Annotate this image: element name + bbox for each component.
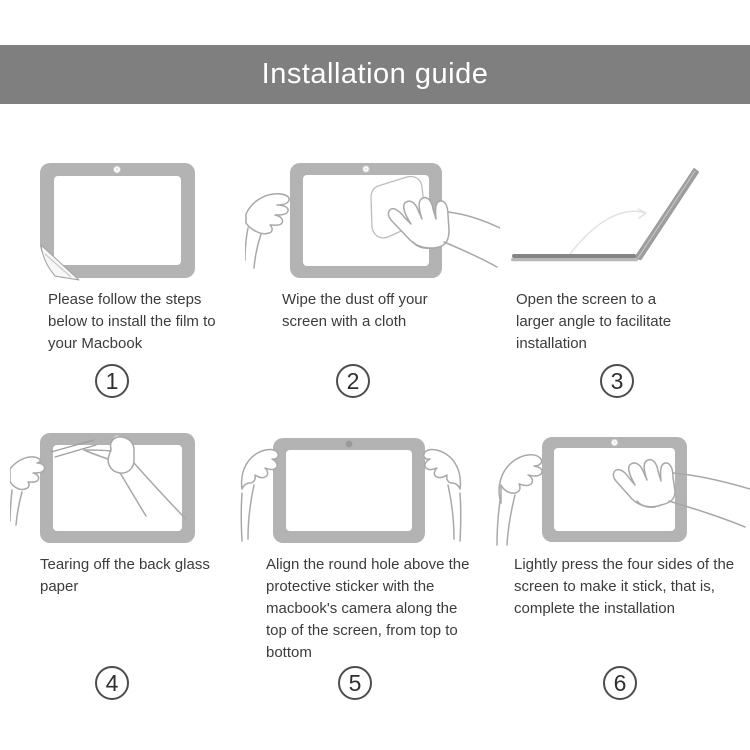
- laptop-base: [512, 254, 636, 258]
- step4-caption: Tearing off the back glass paper: [40, 556, 210, 595]
- step2-wipe-screen-illustration: [245, 150, 500, 286]
- step5-align-film-illustration: [240, 415, 495, 557]
- step2-caption: Wipe the dust off your screen with a cloth: [282, 291, 428, 330]
- step4-number-badge: 4: [95, 666, 129, 700]
- right-hand-holding-corner: [424, 450, 461, 541]
- left-hand-holding-corner: [241, 450, 278, 541]
- banner: [0, 45, 750, 104]
- left-hand: [10, 457, 45, 525]
- camera-hole: [346, 441, 353, 448]
- step1-film-peel-illustration: [30, 150, 245, 286]
- step6-number-badge: 6: [603, 666, 637, 700]
- step5-number-badge: 5: [338, 666, 372, 700]
- screen-area: [286, 450, 412, 531]
- step2-number-badge: 2: [336, 364, 370, 398]
- step3-number-badge: 3: [600, 364, 634, 398]
- left-hand: [497, 455, 542, 545]
- step3-open-laptop-illustration: [505, 148, 750, 288]
- banner-title: Installation guide: [261, 58, 489, 90]
- step6-caption: Lightly press the four sides of the screen to make it stick, that is, complete the installation: [514, 556, 735, 617]
- screen-area: [54, 176, 181, 265]
- step6-press-sides-illustration: [495, 415, 750, 557]
- step5-caption: Align the round hole above the protective sticker with the macbook's camera along the top of the screen, from top to bottom: [266, 556, 470, 661]
- step1-number-badge: 1: [95, 364, 129, 398]
- step3-caption: Open the screen to a larger angle to facilitate installation: [516, 291, 672, 352]
- left-hand: [245, 194, 289, 268]
- step1-caption: Please follow the steps below to install the film to your Macbook: [48, 291, 216, 352]
- open-direction-arrow: [567, 211, 646, 258]
- step4-tear-paper-illustration: [10, 415, 245, 557]
